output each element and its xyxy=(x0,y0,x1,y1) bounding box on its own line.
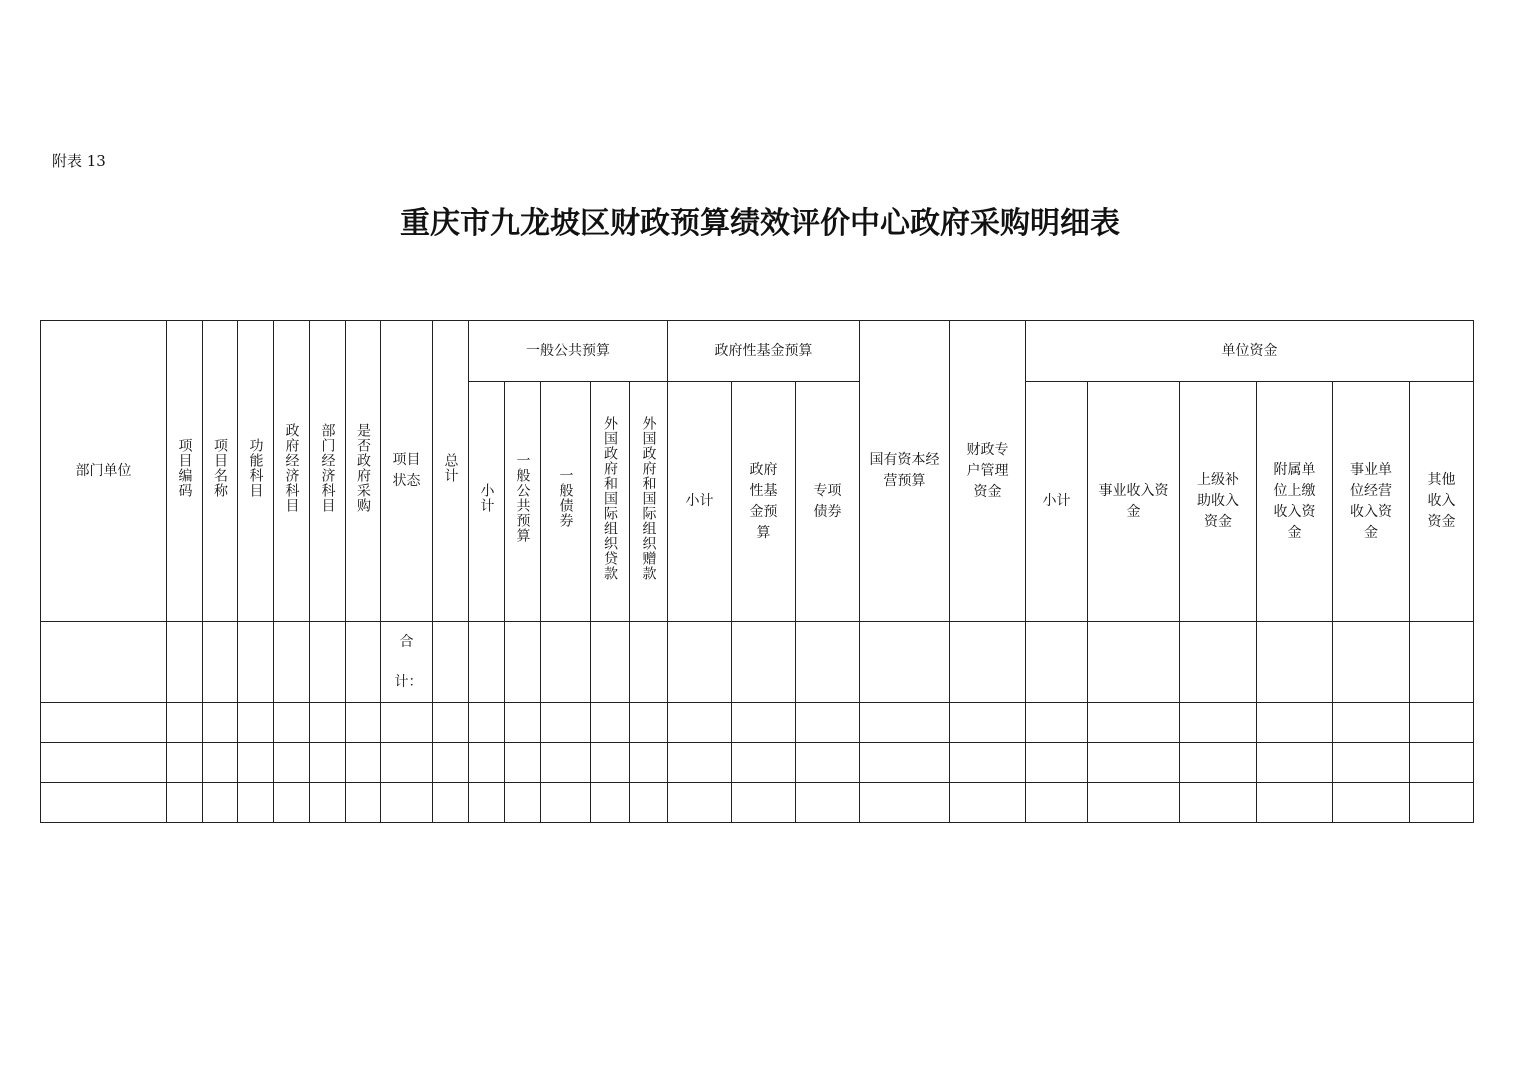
header-general-budget: 一般公共预算 xyxy=(469,321,668,382)
procurement-table xyxy=(40,320,1474,823)
header-dept-econ-subject: 部门经济科目 xyxy=(310,321,346,622)
header-gb-foreign-loans: 外国政府和国际组织贷款 xyxy=(591,382,630,622)
header-fiscal-special: 财政专户管理资金 xyxy=(950,321,1026,622)
table-row xyxy=(41,703,1474,743)
header-gov-econ-subject: 政府经济科目 xyxy=(274,321,310,622)
appendix-label: 附表 13 xyxy=(52,152,106,170)
header-proj-name: 项目名称 xyxy=(203,321,238,622)
header-uf-affiliated: 附属单位上缴收入资金 xyxy=(1257,382,1333,622)
header-fb-special-bonds: 专项债券 xyxy=(796,382,860,622)
header-proj-status: 项目状态 xyxy=(381,321,433,622)
header-gb-general: 一般公共预算 xyxy=(505,382,541,622)
header-uf-operating: 事业单位经营收入资金 xyxy=(1333,382,1410,622)
header-total: 总计 xyxy=(433,321,469,622)
table-row xyxy=(41,783,1474,823)
header-func-subject: 功能科目 xyxy=(238,321,274,622)
header-uf-other: 其他收入资金 xyxy=(1410,382,1474,622)
header-uf-career-income: 事业收入资金 xyxy=(1088,382,1180,622)
header-dept: 部门单位 xyxy=(41,321,167,622)
header-state-capital: 国有资本经营预算 xyxy=(860,321,950,622)
page-title: 重庆市九龙坡区财政预算绩效评价中心政府采购明细表 xyxy=(400,206,1120,241)
header-fb-fund: 政府性基金预算 xyxy=(732,382,796,622)
header-gb-subtotal: 小计 xyxy=(469,382,505,622)
header-unit-funds: 单位资金 xyxy=(1026,321,1474,382)
header-uf-subtotal: 小计 xyxy=(1026,382,1088,622)
header-fb-subtotal: 小计 xyxy=(668,382,732,622)
total-row xyxy=(41,622,1474,703)
header-gb-bonds: 一般债券 xyxy=(541,382,591,622)
header-gb-foreign-grants: 外国政府和国际组织赠款 xyxy=(630,382,668,622)
header-proj-code: 项目编码 xyxy=(167,321,203,622)
header-is-gov-purchase: 是否政府采购 xyxy=(346,321,381,622)
header-uf-superior-subsidy: 上级补助收入资金 xyxy=(1180,382,1257,622)
table-row xyxy=(41,743,1474,783)
header-fund-budget: 政府性基金预算 xyxy=(668,321,860,382)
total-row-label: 合计： xyxy=(381,622,433,703)
